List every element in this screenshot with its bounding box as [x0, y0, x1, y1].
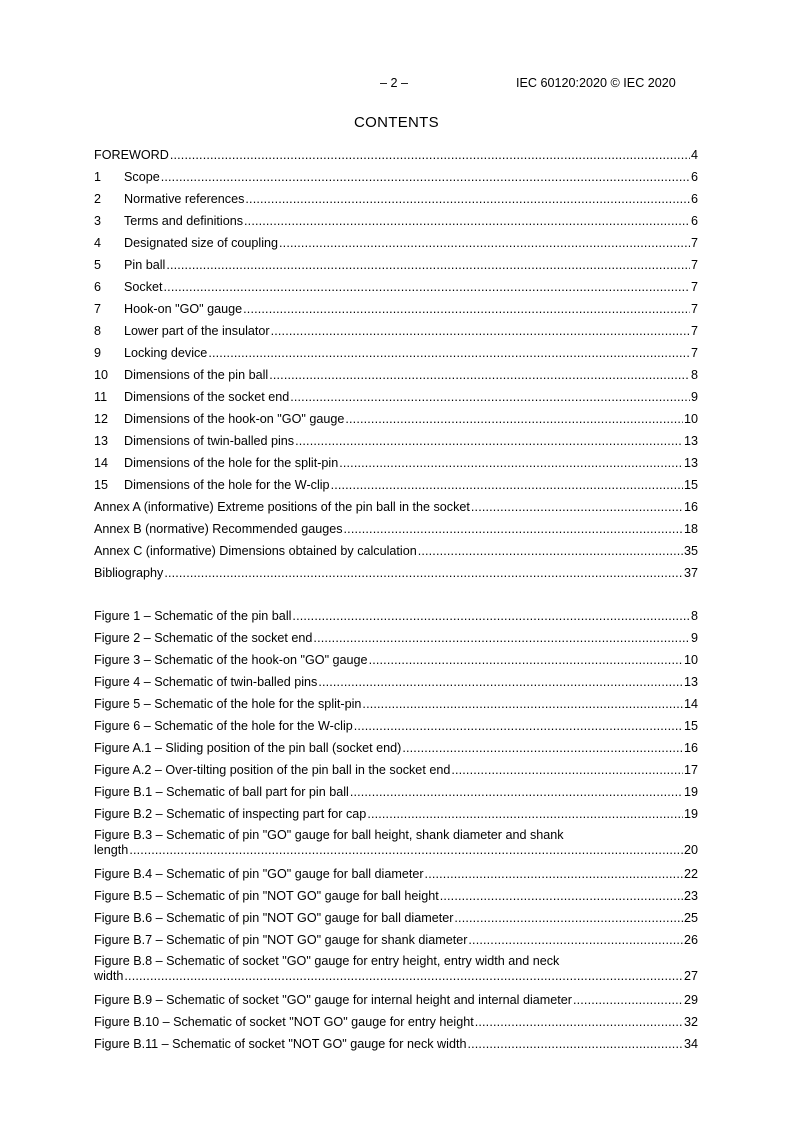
figure-entry[interactable]	[94, 931, 698, 953]
clause-number: 2	[94, 192, 102, 206]
page-ref: 7	[690, 280, 698, 294]
figure-entry-title: Figure 3 – Schematic of the hook-on "GO" gauge	[94, 653, 368, 667]
toc-entry[interactable]	[94, 454, 698, 476]
toc-entry-title: Annex B (normative) Recommended gauges	[94, 522, 343, 536]
figure-entry-title: Figure B.7 – Schematic of pin "NOT GO" gauge for shank diameter	[94, 933, 468, 947]
page-ref: 32	[683, 1015, 698, 1029]
list-of-figures	[94, 607, 698, 1057]
dot-leader	[573, 992, 683, 1008]
dot-leader	[471, 499, 683, 515]
toc-entry-title: Scope	[124, 170, 160, 184]
page-ref: 15	[683, 478, 698, 492]
clause-number: 14	[94, 456, 109, 470]
toc-entry[interactable]	[94, 344, 698, 366]
page-ref: 20	[683, 843, 698, 857]
toc-entry-title: Pin ball	[124, 258, 166, 272]
toc-entry[interactable]	[94, 542, 698, 564]
dot-leader	[208, 345, 690, 361]
toc-entry[interactable]	[94, 190, 698, 212]
toc-entry-title: Lower part of the insulator	[124, 324, 270, 338]
toc-entry[interactable]	[94, 146, 698, 168]
page-ref: 15	[683, 719, 698, 733]
toc-entry[interactable]	[94, 564, 698, 586]
clause-number: 1	[94, 170, 102, 184]
toc-entry[interactable]	[94, 498, 698, 520]
dot-leader	[279, 235, 690, 251]
toc-entry[interactable]	[94, 388, 698, 410]
page-ref: 22	[683, 867, 698, 881]
page-ref: 7	[690, 324, 698, 338]
page-ref: 14	[683, 697, 698, 711]
dot-leader	[418, 543, 683, 559]
page-ref: 37	[683, 566, 698, 580]
page-ref: 18	[683, 522, 698, 536]
dot-leader	[164, 565, 683, 581]
figure-entry[interactable]	[94, 717, 698, 739]
figure-entry-title: Figure B.8 – Schematic of socket "GO" gauge for entry height, entry width and neck	[94, 954, 560, 968]
page-ref: 8	[690, 609, 698, 623]
dot-leader	[292, 608, 690, 624]
clause-number: 6	[94, 280, 102, 294]
toc-entry-title: Dimensions of the hook-on "GO" gauge	[124, 412, 345, 426]
page-ref: 13	[683, 434, 698, 448]
dot-leader	[129, 843, 683, 858]
dot-leader	[271, 323, 690, 339]
page-ref: 13	[683, 675, 698, 689]
page-ref: 19	[683, 807, 698, 821]
figure-entry-continuation	[94, 843, 698, 858]
figure-entry[interactable]	[94, 991, 698, 1013]
figure-entry[interactable]	[94, 865, 698, 887]
toc-entry-title: Dimensions of twin-balled pins	[124, 434, 295, 448]
toc-entry[interactable]	[94, 300, 698, 322]
clause-number: 13	[94, 434, 109, 448]
toc-entry[interactable]	[94, 432, 698, 454]
toc-entry[interactable]	[94, 520, 698, 542]
page-ref: 16	[683, 500, 698, 514]
dot-leader	[161, 169, 690, 185]
figure-entry-continuation	[94, 969, 698, 984]
figure-entry-title: Figure 6 – Schematic of the hole for the W-clip	[94, 719, 353, 733]
toc-entry-title: Terms and definitions	[124, 214, 244, 228]
toc-entry[interactable]	[94, 212, 698, 234]
toc-entry-title: Dimensions of the socket end	[124, 390, 290, 404]
dot-leader	[331, 477, 683, 493]
toc-entry[interactable]	[94, 168, 698, 190]
toc-entry-title: Dimensions of the pin ball	[124, 368, 269, 382]
dot-leader	[451, 762, 683, 778]
toc-entry-title: Socket	[124, 280, 163, 294]
page-ref: 13	[683, 456, 698, 470]
dot-leader	[425, 866, 683, 882]
dot-leader	[402, 740, 683, 756]
clause-number: 8	[94, 324, 102, 338]
figure-entry[interactable]	[94, 1035, 698, 1057]
toc-entry[interactable]	[94, 278, 698, 300]
dot-leader	[124, 969, 683, 984]
dot-leader	[295, 433, 683, 449]
dot-leader	[345, 411, 683, 427]
figure-entry-title: Figure 4 – Schematic of twin-balled pins	[94, 675, 318, 689]
page-ref: 10	[683, 412, 698, 426]
figure-entry-title: Figure B.5 – Schematic of pin "NOT GO" gauge for ball height	[94, 889, 439, 903]
toc-entry-title: Locking device	[124, 346, 208, 360]
clause-number: 5	[94, 258, 102, 272]
clause-number: 11	[94, 390, 108, 404]
figure-entry[interactable]	[94, 909, 698, 931]
dot-leader	[245, 191, 690, 207]
dot-leader	[244, 213, 690, 229]
toc-entry-title: Dimensions of the hole for the split-pin	[124, 456, 339, 470]
page-ref: 29	[683, 993, 698, 1007]
figure-entry-title: Figure A.1 – Sliding position of the pin ball (socket end)	[94, 741, 402, 755]
figure-entry-title: Figure B.11 – Schematic of socket "NOT GO" gauge for neck width	[94, 1037, 467, 1051]
toc-entry-title: Dimensions of the hole for the W-clip	[124, 478, 330, 492]
toc-entry[interactable]	[94, 256, 698, 278]
toc-entry-title: Designated size of coupling	[124, 236, 279, 250]
page-ref: 26	[683, 933, 698, 947]
page-ref: 7	[690, 346, 698, 360]
page-ref: 6	[690, 192, 698, 206]
page-ref: 25	[683, 911, 698, 925]
page-ref: 16	[683, 741, 698, 755]
toc-entry[interactable]	[94, 234, 698, 256]
clause-number: 10	[94, 368, 109, 382]
figure-entry-title: Figure B.3 – Schematic of pin "GO" gauge for ball height, shank diameter and shank	[94, 828, 564, 842]
figure-entry[interactable]	[94, 607, 698, 629]
figure-entry[interactable]	[94, 651, 698, 673]
figure-entry[interactable]	[94, 695, 698, 717]
page-ref: 7	[690, 302, 698, 316]
dot-leader	[290, 389, 690, 405]
toc-entry-title: FOREWORD	[94, 148, 169, 162]
dot-leader	[269, 367, 690, 383]
figure-entry[interactable]	[94, 1013, 698, 1035]
dot-leader	[367, 806, 683, 822]
document-reference: IEC 60120:2020 © IEC 2020	[516, 76, 676, 90]
page-ref: 9	[690, 631, 698, 645]
figure-entry-title: Figure 2 – Schematic of the socket end	[94, 631, 313, 645]
dot-leader	[170, 147, 690, 163]
page-ref: 6	[690, 170, 698, 184]
figure-entry-title: Figure B.6 – Schematic of pin "NOT GO" gauge for ball diameter	[94, 911, 454, 925]
dot-leader	[313, 630, 690, 646]
figure-entry[interactable]	[94, 887, 698, 909]
toc-entry[interactable]	[94, 476, 698, 498]
figure-entry[interactable]	[94, 805, 698, 827]
figure-entry[interactable]	[94, 673, 698, 695]
toc-entry-title: Bibliography	[94, 566, 164, 580]
dot-leader	[164, 279, 690, 295]
figure-entry-title: Figure B.1 – Schematic of ball part for pin ball	[94, 785, 349, 799]
dot-leader	[166, 257, 690, 273]
figure-entry[interactable]	[94, 739, 698, 761]
page-ref: 9	[690, 390, 698, 404]
toc-entry[interactable]	[94, 410, 698, 432]
dot-leader	[243, 301, 690, 317]
figure-entry[interactable]	[94, 629, 698, 651]
toc-entry-title: Hook-on "GO" gauge	[124, 302, 243, 316]
figure-entry-title: Figure B.10 – Schematic of socket "NOT GO" gauge for entry height	[94, 1015, 474, 1029]
dot-leader	[354, 718, 683, 734]
page-ref: 17	[683, 763, 698, 777]
toc-entry-title: Annex A (informative) Extreme positions of the pin ball in the socket	[94, 500, 470, 514]
clause-number: 7	[94, 302, 102, 316]
page-ref: 10	[683, 653, 698, 667]
clause-number: 4	[94, 236, 102, 250]
figure-entry-title: Figure B.4 – Schematic of pin "GO" gauge for ball diameter	[94, 867, 424, 881]
toc-entry-title: Normative references	[124, 192, 245, 206]
clause-number: 3	[94, 214, 102, 228]
dot-leader	[440, 888, 683, 904]
contents-title: CONTENTS	[354, 114, 439, 131]
dot-leader	[344, 521, 683, 537]
toc-entry[interactable]	[94, 366, 698, 388]
page-ref: 23	[683, 889, 698, 903]
dot-leader	[475, 1014, 683, 1030]
page-number: – 2 –	[380, 76, 409, 90]
page-ref: 8	[690, 368, 698, 382]
dot-leader	[350, 784, 683, 800]
figure-entry[interactable]	[94, 761, 698, 783]
table-of-contents	[94, 146, 698, 586]
dot-leader	[362, 696, 683, 712]
dot-leader	[339, 455, 683, 471]
page-ref: 27	[683, 969, 698, 983]
clause-number: 15	[94, 478, 109, 492]
figure-entry-title: Figure A.2 – Over-tilting position of the pin ball in the socket end	[94, 763, 451, 777]
figure-entry-title: Figure B.9 – Schematic of socket "GO" gauge for internal height and internal diameter	[94, 993, 572, 1007]
page-ref: 19	[683, 785, 698, 799]
figure-entry-title: Figure B.2 – Schematic of inspecting part for cap	[94, 807, 367, 821]
toc-entry[interactable]	[94, 322, 698, 344]
figure-entry[interactable]	[94, 827, 698, 865]
dot-leader	[467, 1036, 683, 1052]
figure-entry-title: Figure 5 – Schematic of the hole for the split-pin	[94, 697, 362, 711]
page-ref: 7	[690, 236, 698, 250]
figure-title-continuation: width	[94, 969, 124, 983]
dot-leader	[454, 910, 683, 926]
page-ref: 35	[683, 544, 698, 558]
clause-number: 12	[94, 412, 109, 426]
figure-entry-title: Figure 1 – Schematic of the pin ball	[94, 609, 292, 623]
dot-leader	[369, 652, 683, 668]
toc-entry-title: Annex C (informative) Dimensions obtained by calculation	[94, 544, 417, 558]
clause-number: 9	[94, 346, 102, 360]
page-ref: 6	[690, 214, 698, 228]
figure-entry[interactable]	[94, 783, 698, 805]
page-ref: 4	[690, 148, 698, 162]
figure-title-continuation: length	[94, 843, 129, 857]
figure-entry[interactable]	[94, 953, 698, 991]
dot-leader	[318, 674, 683, 690]
page-ref: 7	[690, 258, 698, 272]
dot-leader	[468, 932, 683, 948]
page-ref: 34	[683, 1037, 698, 1051]
